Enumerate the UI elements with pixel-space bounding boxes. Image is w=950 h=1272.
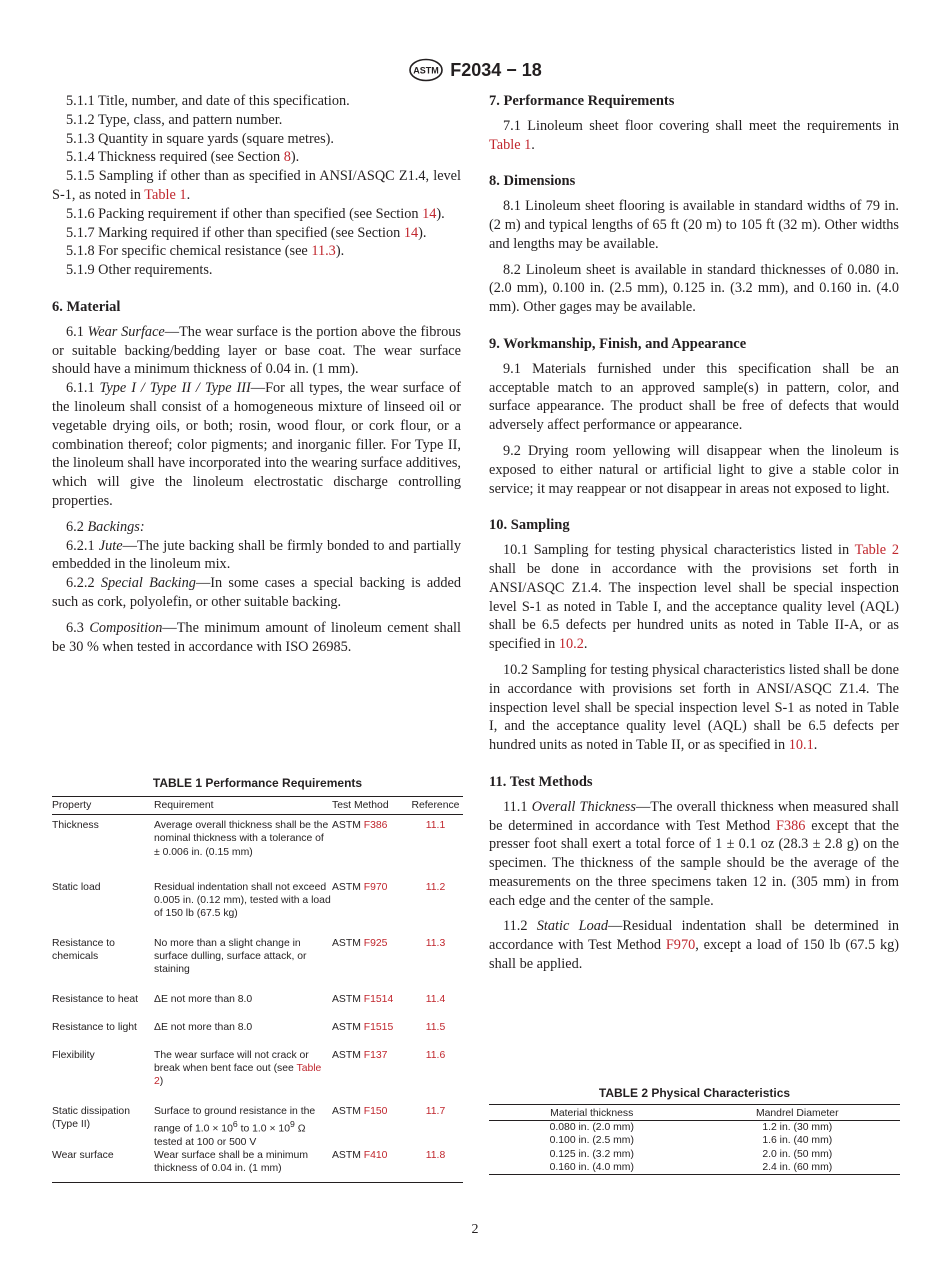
table-1-cell-test-method: ASTM F1515 xyxy=(332,1021,394,1033)
para-6-1-1: 6.1.1 Type I / Type II / Type III—For all types, the wear surface of the linoleum shall consist of a homogeneous mixture of linseed oil or vegetable drying oils, or both; rosin, wood flour, or cork flour, or a combination thereof; color pigments; and inorganic filler. For Type II, the linoleum shall have incorporated into the wearing surface additives, which will give the linoleum electrostatic discharge controlling properties. xyxy=(52,380,461,509)
astm-logo-icon xyxy=(408,58,444,82)
test-method-link[interactable]: F1515 xyxy=(363,1021,394,1033)
test-method-link[interactable]: F1514 xyxy=(363,993,394,1005)
table-1-cell-test-method: ASTM F925 xyxy=(332,937,388,949)
table-1-cell-requirement: No more than a slight change in surface dulling, surface attack, or staining xyxy=(154,937,307,976)
table-1-cell-property: Resistance to chemicals xyxy=(52,937,115,962)
section-7-heading: 7. Performance Requirements xyxy=(489,93,675,109)
table-1-cell-reference xyxy=(408,881,463,937)
table-2-header-mandrel: Mandrel Diameter xyxy=(695,1105,901,1121)
section-8-heading: 8. Dimensions xyxy=(489,173,576,190)
table-1-cell-requirement: ΔE not more than 8.0 xyxy=(154,993,253,1005)
table-2 xyxy=(489,1104,900,1175)
test-method-link[interactable]: F137 xyxy=(363,1049,388,1061)
test-method-link[interactable]: F925 xyxy=(363,937,388,949)
table-2-header-row xyxy=(489,1105,900,1121)
list-item-5-1-1: 5.1.1 Title, number, and date of this specification. xyxy=(66,93,350,109)
list-item-5-1-5: 5.1.5 Sampling if other than as specified in ANSI/ASQC Z1.4, level S-1, as noted in Table 1. xyxy=(52,168,462,203)
table-1-cell-requirement: The wear surface will not crack or break when bent face out (see Table 2) xyxy=(154,1049,322,1088)
table-2-row xyxy=(489,1134,900,1147)
table-1-row xyxy=(52,1149,463,1183)
left-column xyxy=(52,92,461,656)
table-1-cell-reference xyxy=(408,1149,463,1183)
link-table-2[interactable]: Table 2 xyxy=(854,542,899,559)
table-1-cell-test-method: ASTM F137 xyxy=(332,1049,388,1061)
para-9-1: 9.1 Materials furnished under this specification shall be an acceptable match to an approved sample(s) in pattern, color, and surface appearance. The product shall be free of defects that would adversely affect performance or appearance. xyxy=(489,360,899,434)
table-1 xyxy=(52,796,463,1183)
test-method-link[interactable]: F410 xyxy=(363,1149,388,1161)
table-2-cell-mandrel: 1.2 in. (30 mm) xyxy=(762,1122,833,1134)
para-10-2: 10.2 Sampling for testing physical characteristics listed shall be done in accordance with provisions set forth in ANSI/ASQC Z1.4. The inspection level shall be special inspection level S-1 as noted in Table I, and the acceptance quality level (AQL) shall be 6.5 defects per hundred units as noted in Table II, or as specified in 10.1. xyxy=(489,661,899,754)
table-1-cell-reference xyxy=(408,815,463,881)
table-1-row xyxy=(52,1049,463,1105)
para-11-1: 11.1 Overall Thickness—The overall thickness when measured shall be determined in accordance with Test Method F386 except that the presser foot shall exert a total force of 1 ± 0.1 oz (28.3 ± 2.8 g) on the specimen. The thickness of the sample should be the average of the measurements on the three specimens taken 12 in. (305 mm) in from each edge and the center of the sample. xyxy=(489,798,900,909)
section-10-heading: 10. Sampling xyxy=(489,517,570,534)
reference-link[interactable]: 11.5 xyxy=(425,1021,446,1033)
table-2-row xyxy=(489,1148,900,1161)
table-1-row xyxy=(52,881,463,937)
link-section-10-1[interactable]: 10.1 xyxy=(788,737,814,754)
list-item-5-1-4: 5.1.4 Thickness required (see Section 8). xyxy=(66,149,300,166)
table-1-header-requirement: Requirement xyxy=(154,797,332,815)
table-2-cell-thickness: 0.125 in. (3.2 mm) xyxy=(549,1148,634,1160)
reference-link[interactable]: 11.2 xyxy=(425,881,446,893)
table-1-header-property: Property xyxy=(52,797,154,815)
table-1-cell-requirement: Wear surface shall be a minimum thickness of 0.04 in. (1 mm) xyxy=(154,1149,308,1174)
para-6-2-1: 6.2.1 Jute—The jute backing shall be firmly bonded to and partially embedded in the linoleum mix. xyxy=(52,537,462,573)
table-1-header-reference: Reference xyxy=(408,797,463,815)
table-1-header-test-method: Test Method xyxy=(332,797,408,815)
table-2-cell-mandrel: 1.6 in. (40 mm) xyxy=(762,1135,833,1147)
list-item-5-1-7: 5.1.7 Marking required if other than specified (see Section 14). xyxy=(66,224,427,241)
page-number: 2 xyxy=(471,1222,479,1237)
para-6-3: 6.3 Composition—The minimum amount of linoleum cement shall be 30 % when tested in accordance with ISO 26985. xyxy=(52,619,461,655)
table-2-header-thickness: Material thickness xyxy=(489,1105,695,1121)
section-5-1-list xyxy=(52,92,461,280)
table-2-row xyxy=(489,1161,900,1175)
reference-link[interactable]: 11.3 xyxy=(425,937,446,949)
link-table-2[interactable]: Table 2 xyxy=(154,1062,322,1088)
para-8-2: 8.2 Linoleum sheet is available in standard thicknesses of 0.080 in. (2.0 mm), 0.100 in. (2.5 mm), 0.125 in. (3.2 mm), and 0.160 in. (4.0 mm). Other gages may be available. xyxy=(489,261,899,316)
table-1-cell-property: Flexibility xyxy=(52,1049,95,1061)
table-2-cell-mandrel: 2.4 in. (60 mm) xyxy=(762,1161,833,1173)
list-item-5-1-9: 5.1.9 Other requirements. xyxy=(66,262,213,279)
para-8-1: 8.1 Linoleum sheet flooring is available in standard widths of 79 in. (2 m) and typical lengths of 65 ft (20 m) to 105 ft (32 m). Other widths and lengths may be available. xyxy=(489,198,899,252)
table-2-row xyxy=(489,1121,900,1135)
table-1-cell-property: Thickness xyxy=(52,820,99,832)
reference-link[interactable]: 11.1 xyxy=(425,820,446,832)
document-designation: F2034 − 18 xyxy=(450,59,542,80)
table-1-cell-test-method: ASTM F1514 xyxy=(332,993,394,1005)
table-1-cell-reference xyxy=(408,1021,463,1049)
table-1-cell-property: Wear surface xyxy=(52,1149,114,1161)
reference-link[interactable]: 11.8 xyxy=(425,1149,446,1161)
table-1-row xyxy=(52,815,463,881)
table-1-cell-test-method: ASTM F386 xyxy=(332,820,388,832)
table-2-caption: TABLE 2 Physical Characteristics xyxy=(598,1086,791,1100)
para-10-1: 10.1 Sampling for testing physical characteristics listed in Table 2 shall be done in accordance with the provisions set forth in ANSI/ASQC Z1.4. The inspection level shall be special inspection level S-1 as noted in Table I, and the acceptance quality level (AQL) shall be 6.5 defects per hundred units as noted in Table II-A, or as specified in 10.2. xyxy=(489,542,899,653)
table-1-cell-reference xyxy=(408,937,463,993)
link-f386[interactable]: F386 xyxy=(776,817,806,834)
table-1-cell-property: Static load xyxy=(52,881,101,893)
section-11-heading: 11. Test Methods xyxy=(489,773,593,790)
list-item-5-1-2: 5.1.2 Type, class, and pattern number. xyxy=(66,111,283,128)
test-method-link[interactable]: F386 xyxy=(363,820,388,832)
table-1-row xyxy=(52,993,463,1021)
reference-link[interactable]: 11.4 xyxy=(425,993,446,1005)
para-9-2: 9.2 Drying room yellowing will disappear when the linoleum is exposed to either natural or artificial light to give a stable color in service; it may reappear or not disappear in areas not exposed to light. xyxy=(489,442,899,497)
table-2-cell-thickness: 0.160 in. (4.0 mm) xyxy=(549,1161,634,1173)
table-1-cell-property: Resistance to heat xyxy=(52,993,139,1005)
table-2-cell-thickness: 0.100 in. (2.5 mm) xyxy=(549,1135,634,1147)
table-2-cell-thickness: 0.080 in. (2.0 mm) xyxy=(549,1122,634,1134)
reference-link[interactable]: 11.7 xyxy=(425,1105,446,1117)
table-1-cell-test-method: ASTM F410 xyxy=(332,1149,388,1161)
list-item-5-1-3: 5.1.3 Quantity in square yards (square metres). xyxy=(66,130,334,147)
page-header xyxy=(0,58,950,87)
table-1-cell-requirement: Surface to ground resistance in the range of $1.0 \times 10^6$ to $1.0 \times 10^9$ Ω tested at 100 or 500 V xyxy=(154,1105,316,1148)
para-6-2-2: 6.2.2 Special Backing—In some cases a special backing is added such as cork, polyolefin, or other suitable backing. xyxy=(52,575,461,610)
table-1-cell-reference xyxy=(408,1105,463,1149)
list-item-5-1-8: 5.1.8 For specific chemical resistance (see 11.3). xyxy=(66,243,345,260)
table-1-cell-requirement: Residual indentation shall not exceed 0.005 in. (0.12 mm), tested with a load of 150 lb (67.5 kg) xyxy=(154,881,331,920)
table-1-caption: TABLE 1 Performance Requirements xyxy=(152,776,363,790)
link-f970[interactable]: F970 xyxy=(665,937,696,954)
test-method-link[interactable]: F150 xyxy=(363,1105,388,1117)
section-9-heading: 9. Workmanship, Finish, and Appearance xyxy=(489,335,747,352)
test-method-link[interactable]: F970 xyxy=(363,881,388,893)
para-7-1: 7.1 Linoleum sheet floor covering shall meet the requirements in Table 1. xyxy=(489,117,899,153)
table-1-cell-reference xyxy=(408,993,463,1021)
table-1-cell-property: Static dissipation (Type II) xyxy=(52,1105,130,1130)
link-section-10-2[interactable]: 10.2 xyxy=(558,636,584,653)
list-item-5-1-6: 5.1.6 Packing requirement if other than specified (see Section 14). xyxy=(66,205,445,222)
table-1-cell-test-method: ASTM F150 xyxy=(332,1105,388,1117)
cross-reference-link[interactable]: 8 xyxy=(283,149,291,166)
cross-reference-link[interactable]: 14 xyxy=(422,205,437,222)
svg-text:ASTM: ASTM xyxy=(413,65,439,76)
table-1-row xyxy=(52,1105,463,1149)
table-1-cell-test-method: ASTM F970 xyxy=(332,881,388,893)
section-6-heading: 6. Material xyxy=(52,298,121,315)
para-6-1: 6.1 Wear Surface—The wear surface is the portion above the fibrous or suitable backing/bedding layer or base coat. The wear surface should have a minimum thickness of 0.04 in. (1 mm). xyxy=(52,323,461,378)
link-table-1[interactable]: Table 1 xyxy=(489,136,532,153)
table-1-header-row xyxy=(52,797,463,815)
table-1-cell-reference xyxy=(408,1049,463,1105)
table-1-cell-requirement: ΔE not more than 8.0 xyxy=(154,1021,253,1033)
cross-reference-link[interactable]: 14 xyxy=(403,224,419,241)
cross-reference-link[interactable]: Table 1 xyxy=(144,186,187,203)
table-1-cell-property: Resistance to light xyxy=(52,1021,137,1033)
table-2-cell-mandrel: 2.0 in. (50 mm) xyxy=(762,1148,833,1160)
cross-reference-link[interactable]: 11.3 xyxy=(311,243,336,260)
table-1-cell-requirement: Average overall thickness shall be the nominal thickness with a tolerance of ± 0.006 in. (0.15 mm) xyxy=(154,820,329,858)
table-1-row xyxy=(52,937,463,993)
reference-link[interactable]: 11.6 xyxy=(425,1049,446,1061)
para-6-2: 6.2 Backings: xyxy=(66,518,145,535)
para-11-2: 11.2 Static Load—Residual indentation shall be determined in accordance with Test Method F970, except a load of 150 lb (67.5 kg) shall be applied. xyxy=(489,918,900,973)
right-column xyxy=(489,92,899,974)
table-1-row xyxy=(52,1021,463,1049)
